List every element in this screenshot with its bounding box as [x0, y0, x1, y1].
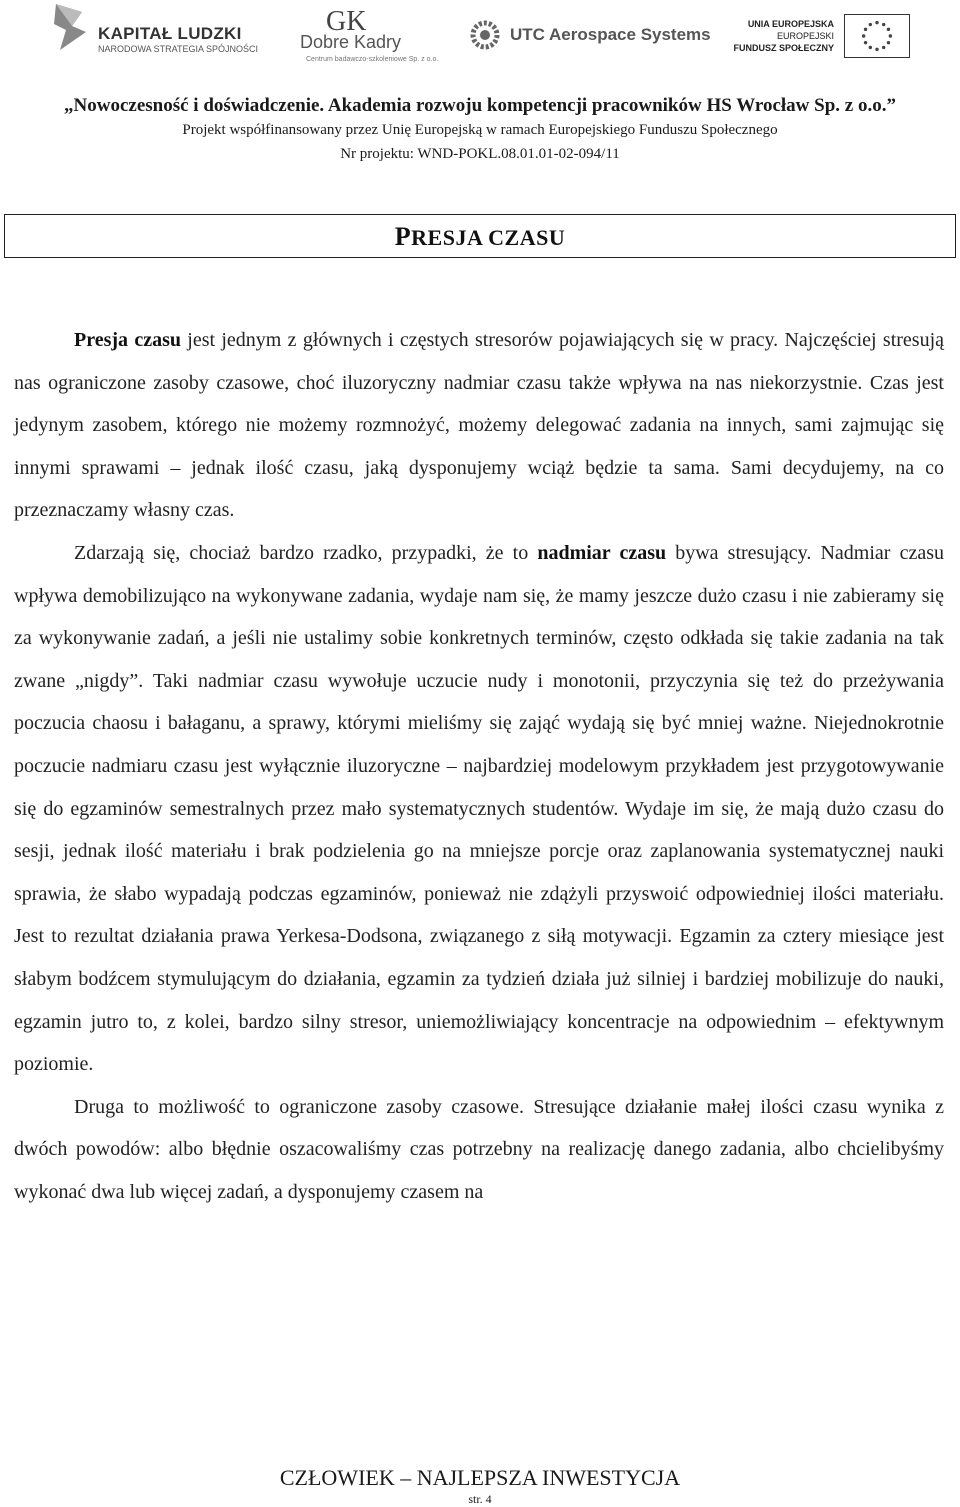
dobre-kadry-mark-icon: [322, 6, 378, 34]
unia-europejska-logo: [733, 14, 910, 60]
utc-gear-icon: [470, 20, 500, 50]
kapital-ludzki-subtitle: NARODOWA STRATEGIA SPÓJNOŚCI: [98, 44, 259, 54]
page-number: str. 4: [468, 1492, 492, 1506]
unia-line-3: FUNDUSZ SPOŁECZNY: [733, 43, 834, 53]
kapital-ludzki-logo: [52, 2, 259, 58]
section-title: PRESJA CZASU: [394, 222, 566, 251]
paragraph-1: [14, 319, 944, 532]
section-title-box: [4, 214, 956, 258]
header-logos: [0, 0, 960, 68]
unia-line-2: EUROPEJSKI: [776, 31, 834, 41]
p1-bold: Presja czasu: [74, 329, 182, 351]
p2-before: Zdarzają się, chociaż bardzo rzadko, przypadki, że to: [74, 541, 538, 564]
dobre-kadry-name: Dobre Kadry: [300, 32, 402, 52]
unia-line-1: UNIA EUROPEJSKA: [747, 19, 834, 29]
utc-name: UTC Aerospace Systems: [510, 25, 711, 44]
p1-text: jest jednym z głównych i częstych stresorów pojawiających się w pracy. Najczęściej stresują nas ograniczone zasoby czasowe, choć iluzoryczny nadmiar czasu także wpływa na nas niekorzystnie. Czas jest jedynym zasobem, którego nie możemy rozmnożyć, możemy delegować zadania na innych, sami zajmując się innymi sprawami – jednak ilość czasu, jaką dysponujemy wciąż będzie ta sama. Sami decydujemy, na co przeznaczamy własny czas.: [14, 329, 944, 522]
p3-text: Druga to możliwość to ograniczone zasoby czasowe. Stresujące działanie małej ilości czasu wynika z dwóch powodów: albo błędnie oszacowaliśmy czas potrzebny na realizację danego zadania, albo chcielibyśmy wykonać dwa lub więcej zadań, a dysponujemy czasem na: [14, 1095, 944, 1203]
dobre-kadry-subtitle: Centrum badawczo-szkoleniowe Sp. z o.o.: [306, 56, 439, 63]
paragraph-3: [14, 1086, 944, 1214]
kapital-ludzki-flag-icon: [52, 2, 88, 52]
page-footer: [0, 1465, 960, 1507]
p2-bold: nadmiar czasu: [537, 541, 667, 564]
project-title: „Nowoczesność i doświadczenie. Akademia rozwoju kompetencji pracowników HS Wrocław Sp. z o.o.”: [64, 95, 896, 116]
unia-europejska-text: [733, 18, 834, 54]
eu-flag-icon: [844, 14, 910, 58]
project-cofinance: Projekt współfinansowany przez Unię Europejską w ramach Europejskiego Funduszu Społecznego: [182, 122, 778, 138]
project-number: Nr projektu: WND-POKL.08.01.01-02-094/11: [340, 146, 620, 162]
project-header: [0, 94, 960, 166]
svg-text:GK: GK: [326, 6, 367, 34]
kapital-ludzki-name: KAPITAŁ LUDZKI: [98, 24, 242, 43]
paragraph-2: [14, 532, 944, 1086]
dobre-kadry-logo: [300, 6, 439, 64]
main-text: [14, 319, 944, 1213]
footer-title: CZŁOWIEK – NAJLEPSZA INWESTYCJA: [279, 1465, 681, 1490]
utc-logo: [470, 20, 711, 50]
p2-after: bywa stresujący. Nadmiar czasu wpływa demobilizująco na wykonywane zadania, wydaje nam się, że mamy jeszcze dużo czasu i nie zabieramy się za wykonywanie zadań, a jeśli nie ustalimy sobie konkretnych terminów, często odkłada się takie zadania na tak zwane „nigdy”. Taki nadmiar czasu wywołuje uczucie nudy i monotonii, przyczynia się też do przeżywania poczucia chaosu i bałaganu, a sprawy, którymi mieliśmy się zająć wydają się być mniej ważne. Niejednokrotnie poczucie nadmiaru czasu jest wyłącznie iluzoryczne – najbardziej modelowym przykładem jest przygotowywanie się do egzaminów semestralnych przez mało systematycznych studentów. Wydaje im się, że mają dużo czasu do sesji, jednak ilość materiału i brak podzielenia go na mniejsze porcje oraz zaplanowania systematycznej nauki sprawia, że słabo wypadają podczas egzaminów, ponieważ nie zdążyli przyswoić odpowiedniej ilości materiału. Jest to rezultat działania prawa Yerkesa-Dodsona, związanego z siłą motywacji. Egzamin za cztery miesiące jest słabym bodźcem stymulującym do działania, egzamin za tydzień działa już silniej i bardziej mobilizuje do nauki, egzamin jutro to, z kolei, bardzo silny stresor, uniemożliwiający koncentracje na odpowiednim – efektywnym poziomie.: [14, 541, 944, 1076]
